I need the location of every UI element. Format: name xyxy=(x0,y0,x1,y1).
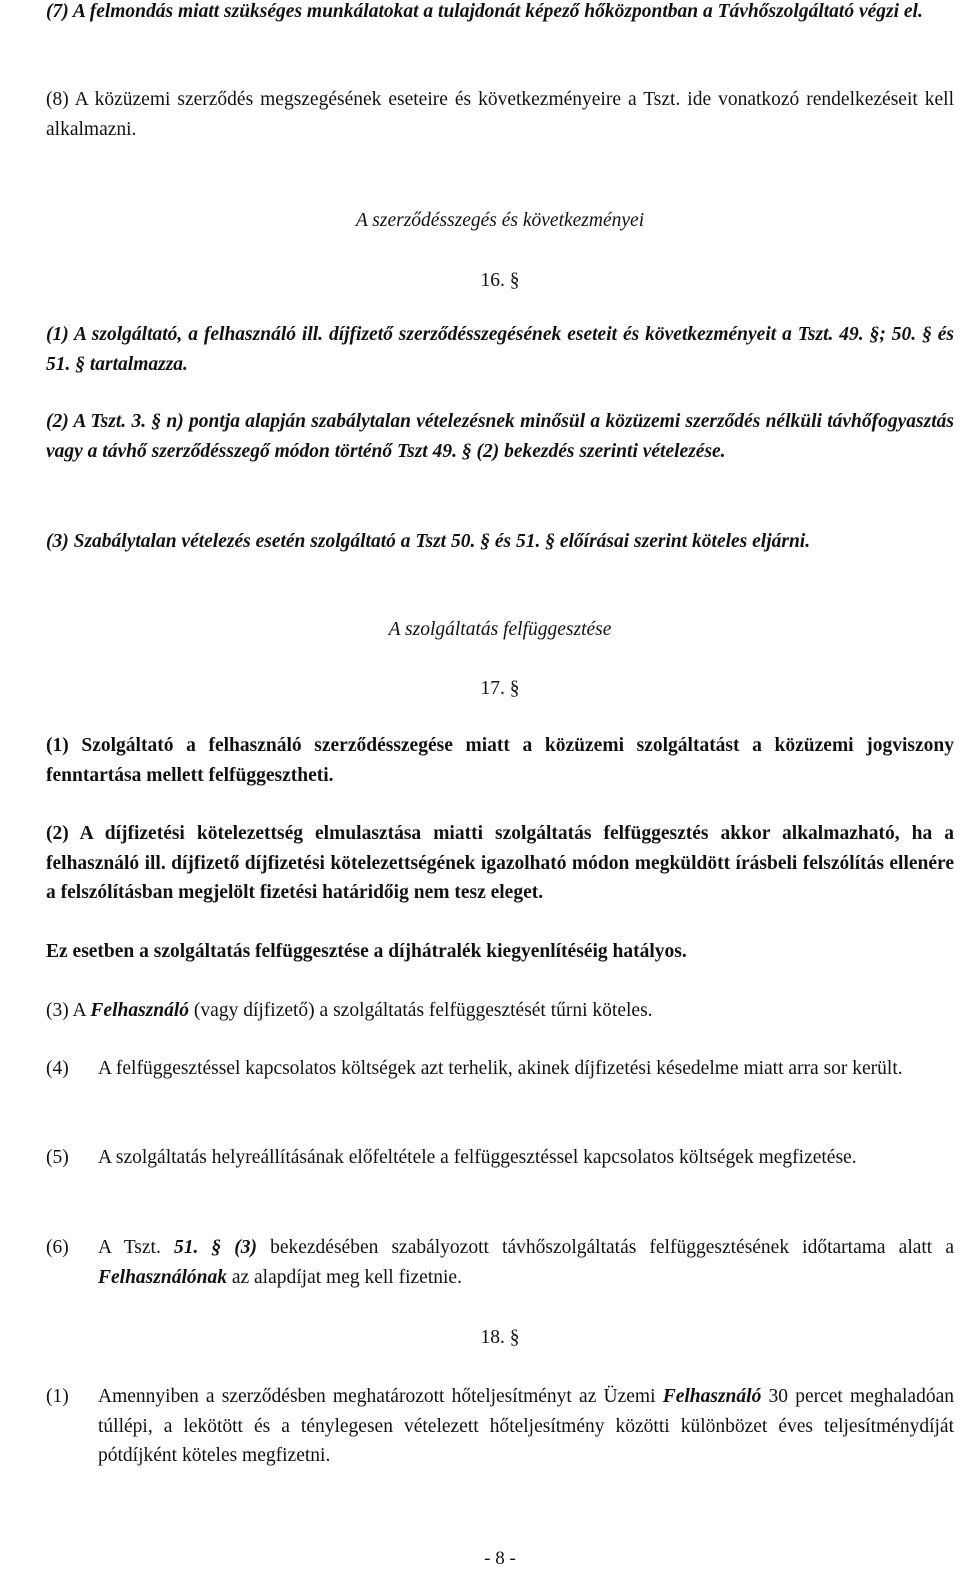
paragraph-17-3: (3) A Felhasználó (vagy díjfizető) a szolgáltatás felfüggesztését tűrni köteles. xyxy=(46,1000,653,1021)
paragraph-16-3: (3) Szabálytalan vételezés esetén szolgáltató a Tszt 50. § és 51. § előírásai szerint köteles eljárni. xyxy=(46,531,811,552)
paragraph-18-1: (1) Amennyiben a szerződésben meghatározott hőteljesítményt az Üzemi Felhasználó 30 percet meghaladóan túllépi, a lekötött és a ténylegesen vételezett hőteljesítmény közötti különbözet éves teljesítménydíját pótdíjként köteles megfizetni. xyxy=(46,1386,954,1466)
section-number-16: 16. § xyxy=(480,270,520,291)
paragraph-17-4: (4) A felfüggesztéssel kapcsolatos költségek azt terhelik, akinek díjfizetési késedelme miatt arra sor került. xyxy=(46,1058,903,1079)
paragraph-17-1: (1) Szolgáltató a felhasználó szerződésszegése miatt a közüzemi szolgáltatást a közüzemi jogviszony fenntartása mellett felfüggesztheti. xyxy=(46,735,954,786)
section-heading-felfuggesztes: A szolgáltatás felfüggesztése xyxy=(388,619,612,640)
paragraph-16-1: (1) A szolgáltató, a felhasználó ill. díjfizető szerződésszegésének eseteit és következményeit a Tszt. 49. §; 50. § és 51. § tartalmazza. xyxy=(46,324,954,375)
page-number: - 8 - xyxy=(484,1548,516,1569)
section-number-17: 17. § xyxy=(480,678,520,699)
section-number-18: 18. § xyxy=(480,1327,520,1348)
paragraph-7: (7) A felmondás miatt szükséges munkálatokat a tulajdonát képező hőközpontban a Távhőszolgáltató végzi el. xyxy=(46,1,923,22)
section-heading-szerzodesszeges: A szerződésszegés és következményei xyxy=(355,210,645,231)
paragraph-17-5: (5) A szolgáltatás helyreállításának előfeltétele a felfüggesztéssel kapcsolatos költségek megfizetése. xyxy=(46,1147,857,1168)
paragraph-17-6: (6) A Tszt. 51. § (3) bekezdésében szabályozott távhőszolgáltatás felfüggesztésének időtartama alatt a Felhasználónak az alapdíjat meg kell fizetnie. xyxy=(46,1237,954,1288)
paragraph-17-2: (2) A díjfizetési kötelezettség elmulasztása miatti szolgáltatás felfüggesztés akkor alkalmazható, ha a felhasználó ill. díjfizető díjfizetési kötelezettségének igazolható módon megküldött írásbeli felszólítás ellenére a felszólításban megjelölt fizetési határidőig nem tesz eleget. xyxy=(46,823,954,903)
paragraph-8: (8) A közüzemi szerződés megszegésének eseteire és következményeire a Tszt. ide vonatkozó rendelkezéseit kell alkalmazni. xyxy=(46,89,954,140)
paragraph-16-2: (2) A Tszt. 3. § n) pontja alapján szabálytalan vételezésnek minősül a közüzemi szerződés nélküli távhőfogyasztás vagy a távhő szerződésszegő módon történő Tszt 49. § (2) bekezdés szerinti vételezése. xyxy=(46,411,954,462)
paragraph-17-2-continued: Ez esetben a szolgáltatás felfüggesztése a díjhátralék kiegyenlítéséig hatályos. xyxy=(46,941,687,962)
